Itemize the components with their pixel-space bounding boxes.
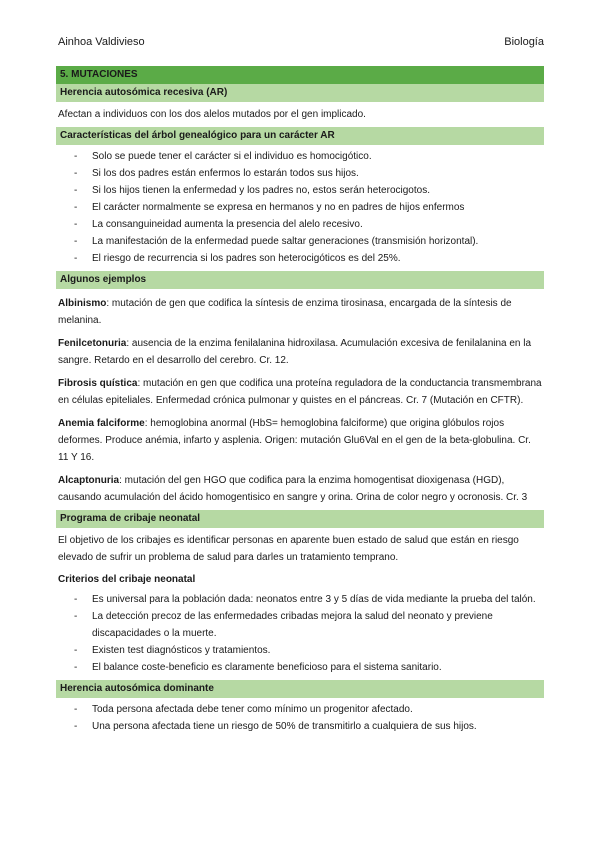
example-text: : mutación en gen que codifica una proteína reguladora de la conductancia transmembrana en células epiteliales. Enfermedad crónica pulmonar y quistes en el páncreas. Cr. 7 (Mutación en CFTR).	[58, 378, 542, 406]
ar-intro: Afectan a individuos con los dos alelos mutados por el gen implicado.	[58, 109, 366, 120]
example-term: Alcaptonuria	[58, 475, 120, 486]
list-item: - Es universal para la población dada: neonatos entre 3 y 5 días de vida mediante la prueba del talón.	[56, 591, 544, 608]
ar-tree-list	[56, 148, 544, 267]
example-anemia	[56, 415, 544, 466]
list-item: - El carácter normalmente se expresa en hermanos y no en padres de hijos enfermos	[56, 199, 544, 216]
screening-heading: Programa de cribaje neonatal	[56, 510, 544, 528]
ar-heading: Herencia autosómica recesiva (AR)	[56, 84, 544, 102]
page-header	[58, 36, 544, 52]
document-body	[56, 66, 544, 735]
example-term: Fibrosis quística	[58, 378, 138, 389]
list-item: - El balance coste-beneficio es claramente beneficioso para el sistema sanitario.	[56, 659, 544, 676]
example-term: Fenilcetonuria	[58, 338, 127, 349]
example-fibrosis	[56, 375, 544, 409]
list-item: - Existen test diagnósticos y tratamientos.	[56, 642, 544, 659]
examples-heading: Algunos ejemplos	[56, 271, 544, 289]
example-text: : mutación del gen HGO que codifica para la enzima homogentisat dioxigenasa (HGD), causando acumulación del ácido homogentisico en sangre y orina. Orina de color negro y ocronosis. Cr. 3	[58, 475, 528, 503]
example-alcaptonuria	[56, 472, 544, 506]
example-text: : ausencia de la enzima fenilalanina hidroxilasa. Acumulación excesiva de fenilalanina en la sangre. Retardo en el desarrollo del cerebro. Cr. 12.	[58, 338, 532, 366]
screening-criteria-heading: Criterios del cribaje neonatal	[58, 574, 196, 585]
example-albinismo	[56, 295, 544, 329]
section-title: 5. MUTACIONES	[56, 66, 544, 84]
example-text: : hemoglobina anormal (HbS= hemoglobina falciforme) que origina glóbulos rojos deformes. Produce anémia, infarto y asplenia. Origen: mutación Glu6Val en el gen de la beta-globulina. Cr. 11 Y 16.	[58, 418, 531, 463]
list-item: - Una persona afectada tiene un riesgo de 50% de transmitirlo a cualquiera de sus hijos.	[56, 718, 544, 735]
list-item: - La consanguineidad aumenta la presencia del alelo recesivo.	[56, 216, 544, 233]
list-item: - Solo se puede tener el carácter si el individuo es homocigótico.	[56, 148, 544, 165]
example-term: Albinismo	[58, 298, 107, 309]
example-fenilcetonuria	[56, 335, 544, 369]
ar-tree-heading: Características del árbol genealógico para un carácter AR	[56, 127, 544, 145]
author-name: Ainhoa Valdivieso	[58, 36, 145, 48]
list-item: - Toda persona afectada debe tener como mínimo un progenitor afectado.	[56, 701, 544, 718]
example-term: Anemia falciforme	[58, 418, 145, 429]
list-item: - La manifestación de la enfermedad puede saltar generaciones (transmisión horizontal).	[56, 233, 544, 250]
screening-criteria-list	[56, 591, 544, 676]
ad-list	[56, 701, 544, 735]
list-item: - Si los dos padres están enfermos lo estarán todos sus hijos.	[56, 165, 544, 182]
list-item: - La detección precoz de las enfermedades cribadas mejora la salud del neonato y previene discapacidades o la muerte.	[56, 608, 544, 642]
list-item: - Si los hijos tienen la enfermedad y los padres no, estos serán heterocigotos.	[56, 182, 544, 199]
list-item: - El riesgo de recurrencia si los padres son heterocigóticos es del 25%.	[56, 250, 544, 267]
subject-name: Biología	[504, 36, 544, 48]
example-text: : mutación de gen que codifica la síntesis de enzima tirosinasa, encargada de la síntesis de melanina.	[58, 298, 512, 326]
ad-heading: Herencia autosómica dominante	[56, 680, 544, 698]
screening-intro: El objetivo de los cribajes es identificar personas en aparente buen estado de salud que están en riesgo elevado de sufrir un problema de salud para darles un tratamiento temprano.	[58, 535, 519, 563]
